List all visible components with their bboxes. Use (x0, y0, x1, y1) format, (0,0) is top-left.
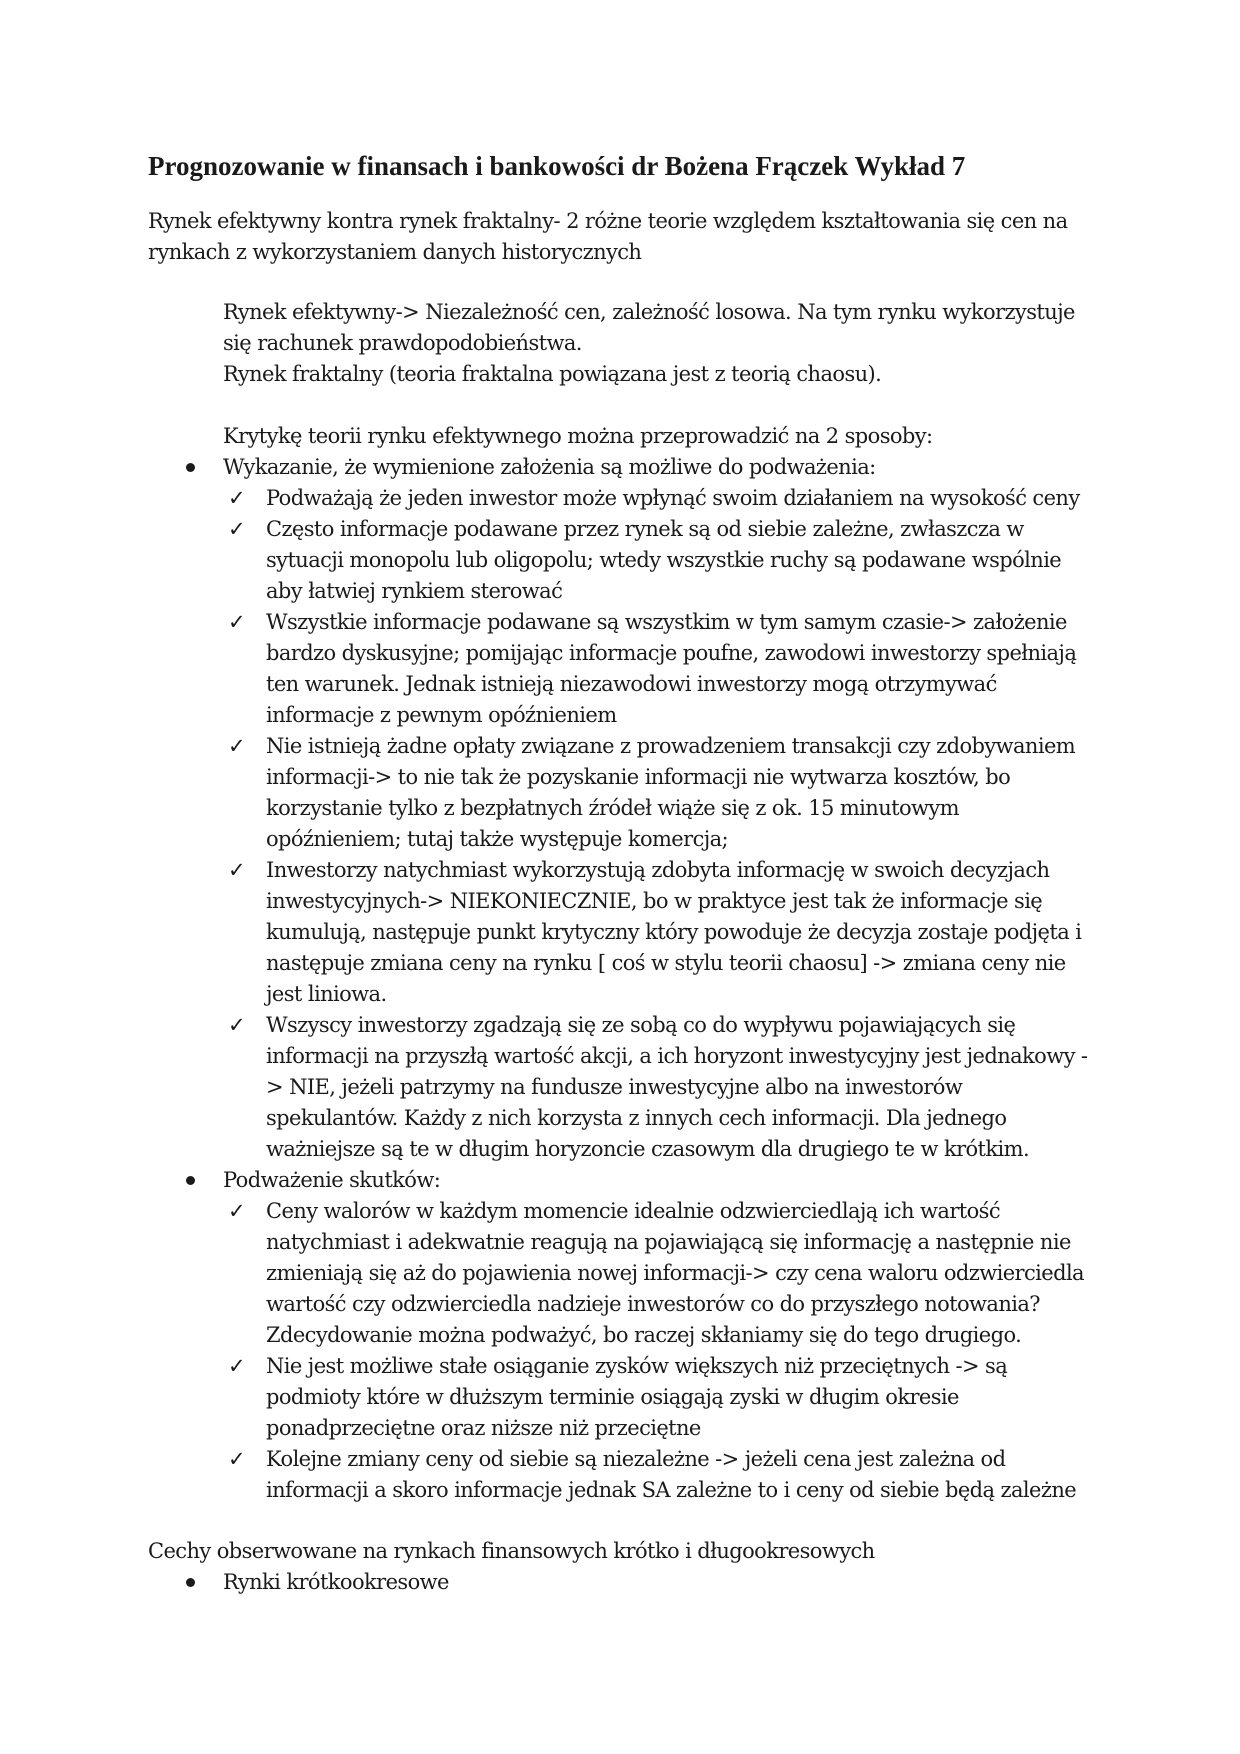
checkmark-icon: ✓ (228, 486, 246, 510)
intro-paragraph: Rynek efektywny kontra rynek fraktalny- 2 różne teorie względem kształtowania się cen na rynkach z wykorzystaniem danych historycznych (148, 209, 1068, 264)
bullet-icon (186, 463, 195, 472)
check-item-text: Ceny walorów w każdym momencie idealnie odzwierciedlają ich wartość natychmiast i adekwatnie reagują na pojawiającą się informację a następnie nie zmieniają się aż do pojawienia nowej informacji-> czy cena waloru odzwierciedla wartość czy odzwierciedla nadzieje inwestorów co do przyszłego notowania? Zdecydowanie można podważyć, bo raczej skłaniamy się do tego drugiego. (266, 1199, 1084, 1347)
checkmark-icon: ✓ (228, 1447, 246, 1471)
check-item-text: Kolejne zmiany ceny od siebie są niezależne -> jeżeli cena jest zależna od informacji a skoro informacje jednak SA zależne to i ceny od siebie będą zależne (266, 1447, 1077, 1502)
check-item-text: Nie istnieją żadne opłaty związane z prowadzeniem transakcji czy zdobywaniem informacji-> to nie tak że pozyskanie informacji nie wytwarza kosztów, bo korzystanie tylko z bezpłatnych źródeł wiąże się z ok. 15 minutowym opóźnieniem; tutaj także występuje komercja; (266, 734, 1076, 851)
checkmark-icon: ✓ (228, 858, 246, 882)
checkmark-icon: ✓ (228, 734, 246, 758)
check-item-text: Często informacje podawane przez rynek są od siebie zależne, zwłaszcza w sytuacji monopolu lub oligopolu; wtedy wszystkie ruchy są podawane wspólnie aby łatwiej rynkiem sterować (266, 517, 1062, 603)
check-item-text: Wszystkie informacje podawane są wszystkim w tym samym czasie-> założenie bardzo dyskusyjne; pomijając informacje poufne, zawodowi inwestorzy spełniają ten warunek. Jednak istnieją niezawodowi inwestorzy mogą otrzymywać informacje z pewnym opóźnieniem (266, 610, 1077, 727)
efficient-market-paragraph: Rynek efektywny-> Niezależność cen, zależność losowa. Na tym rynku wykorzystuje się rachunek prawdopodobieństwa. (223, 300, 1075, 355)
checkmark-icon: ✓ (228, 1199, 246, 1223)
bullet-label: Wykazanie, że wymienione założenia są możliwe do podważenia: (223, 455, 876, 479)
check-item-text: Podważają że jeden inwestor może wpłynąć swoim działaniem na wysokość ceny (266, 486, 1080, 510)
bullet-label: Rynki krótkookresowe (223, 1570, 449, 1594)
critique-intro: Krytykę teorii rynku efektywnego można przeprowadzić na 2 sposoby: (223, 424, 933, 448)
checkmark-icon: ✓ (228, 610, 246, 634)
document-title: Prognozowanie w finansach i bankowości dr Bożena Frączek Wykład 7 (148, 151, 966, 181)
check-item-text: Nie jest możliwe stałe osiąganie zysków większych niż przeciętnych -> są podmioty które w dłuższym terminie osiągają zyski w długim okresie ponadprzeciętne oraz niższe niż przeciętne (266, 1354, 1008, 1440)
bullet-icon (186, 1176, 195, 1185)
fractal-market-paragraph: Rynek fraktalny (teoria fraktalna powiązana jest z teorią chaosu). (223, 362, 882, 386)
checkmark-icon: ✓ (228, 517, 246, 541)
check-item-text: Inwestorzy natychmiast wykorzystują zdobyta informację w swoich decyzjach inwestycyjnych-> NIEKONIECZNIE, bo w praktyce jest tak że informacje się kumulują, następuje punkt krytyczny który powoduje że decyzja zostaje podjęta i następuje zmiana ceny na rynku [ coś w stylu teorii chaosu] -> zmiana ceny nie jest liniowa. (266, 858, 1082, 1006)
bullet-icon (186, 1578, 195, 1587)
check-item-text: Wszyscy inwestorzy zgadzają się ze sobą co do wypływu pojawiających się informacji na przyszłą wartość akcji, a ich horyzont inwestycyjny jest jednakowy -> NIE, jeżeli patrzymy na fundusze inwestycyjne albo na inwestorów spekulantów. Każdy z nich korzysta z innych cech informacji. Dla jednego ważniejsze są te w długim horyzoncie czasowym dla drugiego te w krótkim. (266, 1013, 1088, 1161)
checkmark-icon: ✓ (228, 1354, 246, 1378)
features-heading: Cechy obserwowane na rynkach finansowych krótko i długookresowych (148, 1539, 875, 1563)
checkmark-icon: ✓ (228, 1013, 246, 1037)
bullet-label: Podważenie skutków: (223, 1168, 441, 1192)
